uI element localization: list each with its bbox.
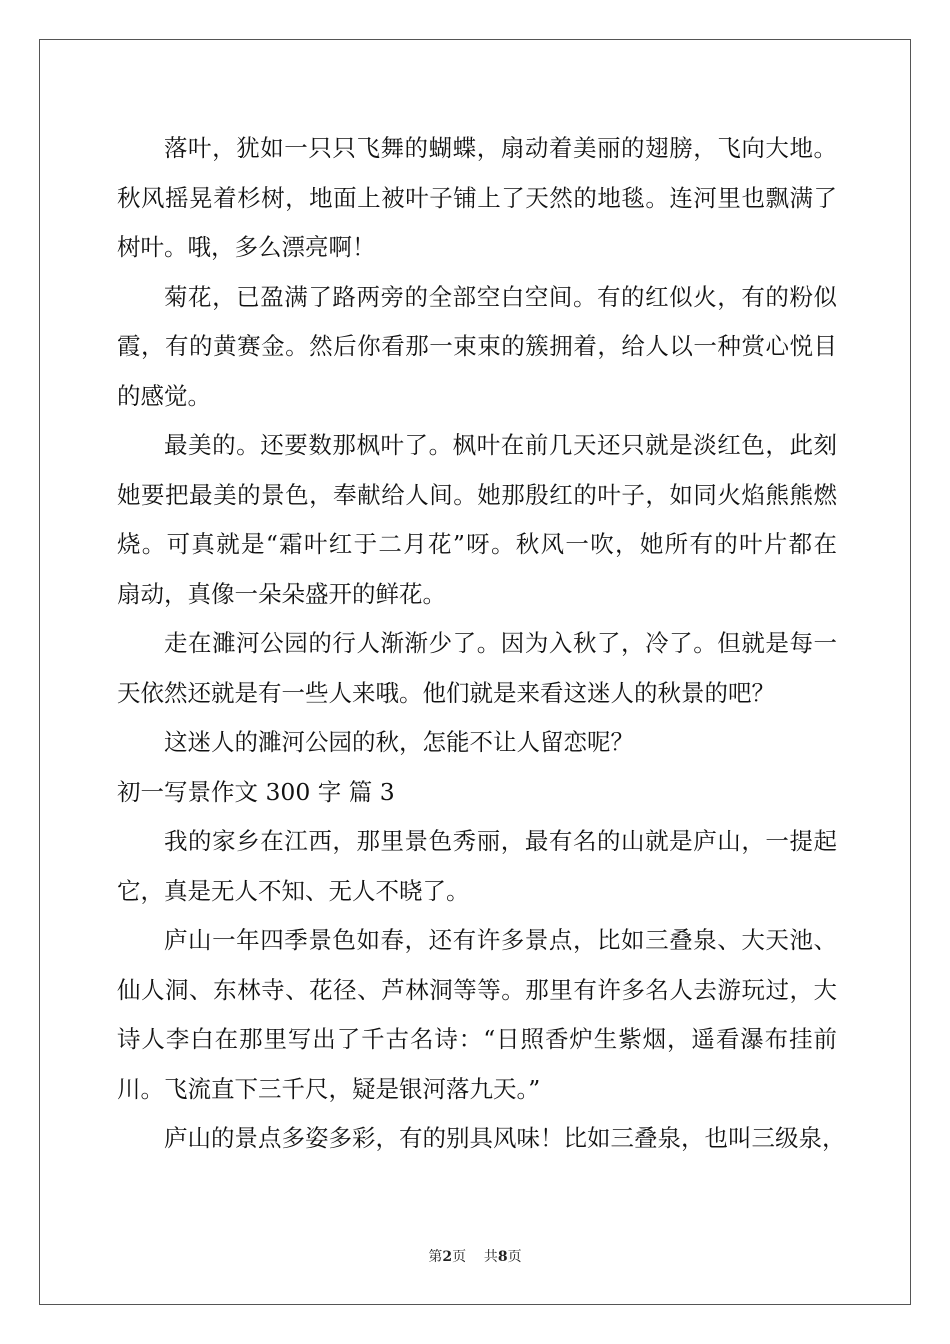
text-line: 扇动，真像一朵朵盛开的鲜花。 — [117, 579, 446, 608]
footer-middle: 页 共 — [452, 1249, 498, 1265]
text-line: 走在濉河公园的行人渐渐少了。因为入秋了，冷了。但就是每一 — [164, 629, 837, 657]
text-line: 川。飞流直下三千尺，疑是银河落九天。” — [117, 1074, 541, 1103]
footer-suffix: 页 — [507, 1249, 522, 1265]
text-line: 烧。可真就是“霜叶红于二月花”呀。秋风一吹，她所有的叶片都在 — [117, 530, 837, 558]
text-line: 仙人洞、东林寺、花径、芦林洞等等。那里有许多名人去游玩过，大 — [117, 975, 837, 1004]
total-page-number: 8 — [497, 1249, 508, 1265]
text-line: 庐山的景点多姿多彩，有的别具风味！比如三叠泉，也叫三级泉， — [164, 1124, 846, 1152]
text-line: 的感觉。 — [117, 381, 211, 410]
text-line: 落叶，犹如一只只飞舞的蝴蝶，扇动着美丽的翅膀，飞向大地。 — [164, 134, 837, 162]
text-line: 秋风摇晃着杉树，地面上被叶子铺上了天然的地毯。连河里也飘满了 — [117, 183, 837, 212]
footer-prefix: 第 — [428, 1249, 443, 1265]
text-line: 最美的。还要数那枫叶了。枫叶在前几天还只就是淡红色，此刻 — [164, 431, 837, 459]
section-heading: 初一写景作文 300 字 篇 3 — [117, 777, 395, 806]
text-line: 庐山一年四季景色如春，还有许多景点，比如三叠泉、大天池、 — [164, 926, 837, 954]
text-line: 她要把最美的景色，奉献给人间。她那殷红的叶子，如同火焰熊熊燃 — [117, 480, 837, 509]
text-line: 霞，有的黄赛金。然后你看那一束束的簇拥着，给人以一种赏心悦目 — [117, 332, 837, 360]
page-footer — [0, 1246, 950, 1266]
document-body — [117, 124, 846, 1164]
text-line: 这迷人的濉河公园的秋，怎能不让人留恋呢？ — [164, 728, 634, 756]
current-page-number: 2 — [442, 1249, 453, 1265]
text-line: 天依然还就是有一些人来哦。他们就是来看这迷人的秋景的吧？ — [117, 678, 775, 707]
text-line: 它，真是无人不知、无人不晓了。 — [117, 876, 470, 905]
text-line: 我的家乡在江西，那里景色秀丽，最有名的山就是庐山，一提起 — [164, 827, 837, 855]
text-line: 树叶。哦，多么漂亮啊！ — [117, 233, 376, 261]
text-line: 菊花，已盈满了路两旁的全部空白空间。有的红似火，有的粉似 — [164, 282, 837, 311]
text-line: 诗人李白在那里写出了千古名诗：“日照香炉生紫烟，遥看瀑布挂前 — [117, 1025, 837, 1053]
